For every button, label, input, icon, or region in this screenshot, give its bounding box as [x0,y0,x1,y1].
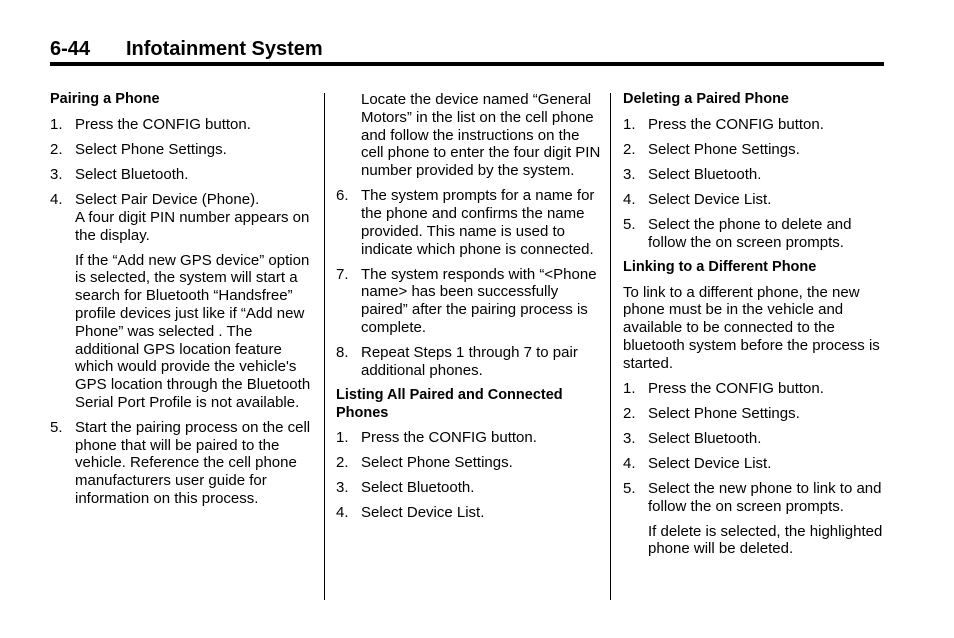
section-title: Infotainment System [126,38,323,60]
step-text: Select Bluetooth. [648,165,762,183]
step-number: 4. [623,190,636,208]
list-item [623,116,891,134]
list-item [623,216,891,252]
step-text: Select the phone to delete and follow the on screen prompts. [648,215,852,251]
step-number: 2. [336,454,349,472]
list-item [50,141,318,159]
list-item [50,166,318,184]
step-text: Repeat Steps 1 through 7 to pair additional phones. [361,343,578,379]
list-item [336,454,604,472]
step-text: Select Phone Settings. [648,140,800,158]
step-number: 6. [336,187,349,205]
step-text: Start the pairing process on the cell phone that will be paired to the vehicle. Reference the cell phone manufacturers user guide for information on this process. [75,418,311,508]
step-continuation: Locate the device named “General Motors” in the list on the cell phone and follow the instructions on the cell phone to enter the four digit PIN number provided by the system. [361,91,601,180]
step-number: 7. [336,265,349,283]
step-text: Select Bluetooth. [361,479,475,497]
list-item [336,266,604,337]
step-number: 2. [623,404,636,422]
list-item [336,429,604,447]
list-item [623,191,891,209]
step-text: Press the CONFIG button. [648,379,824,397]
step-number: 5. [50,418,63,436]
step-number: 3. [50,165,63,183]
heading-listing-phones: Listing All Paired and Connected Phones [336,386,563,421]
step-text: The system responds with “<Phone name> has been successfully paired” after the pairing process is complete. [361,265,597,336]
step-number: 5. [623,479,636,497]
list-item [336,187,604,258]
list-item [623,405,891,423]
step-number: 4. [623,454,636,472]
step-number: 1. [50,115,63,133]
heading-pairing-a-phone: Pairing a Phone [50,91,160,107]
column-divider-1 [324,93,325,600]
step-text: Select Bluetooth. [75,165,189,183]
heading-deleting-phone: Deleting a Paired Phone [623,91,789,107]
step-number: 5. [623,215,636,233]
step-text: Select Device List. [648,454,772,472]
list-item [623,480,891,516]
step-text: Press the CONFIG button. [361,429,537,447]
step-text: Press the CONFIG button. [75,115,251,133]
paragraph: To link to a different phone, the new phone must be in the vehicle and available to be connected to the bluetooth system before the process is started. [623,283,880,372]
step-number: 2. [50,140,63,158]
column-3 [623,91,891,565]
column-1 [50,91,318,515]
step-text: Select the new phone to link to and follow the on screen prompts. [648,479,882,515]
step-text: Select Phone Settings. [648,404,800,422]
heading-linking-phone: Linking to a Different Phone [623,258,817,275]
column-divider-2 [610,93,611,600]
step-subtext: A four digit PIN number appears on the display. [75,208,310,244]
step-text: Select Device List. [648,190,772,208]
step-note: If delete is selected, the highlighted phone will be deleted. [648,522,883,558]
step-number: 2. [623,140,636,158]
list-item [50,191,318,244]
list-item [50,116,318,134]
step-number: 3. [623,165,636,183]
step-number: 4. [336,504,349,522]
step-text: The system prompts for a name for the phone and confirms the name provided. This name is used to indicate which phone is connected. [361,187,595,258]
list-item [336,344,604,380]
step-number: 4. [50,190,63,208]
list-item [623,380,891,398]
list-item [623,166,891,184]
step-note: If the “Add new GPS device” option is selected, the system will start a search for Bluetooth “Handsfree” profile devices just like if “Add new Phone” was selected . The additional GPS location feature which would provide the vehicle's GPS location through the Bluetooth Serial Port Profile is not available. [75,251,311,411]
list-item [336,504,604,522]
step-text: Select Pair Device (Phone). [75,190,260,208]
list-item [623,430,891,448]
step-number: 3. [336,479,349,497]
step-text: Select Phone Settings. [361,454,513,472]
list-item [336,479,604,497]
list-item [623,455,891,473]
step-text: Select Device List. [361,504,485,522]
list-item [623,141,891,159]
page-number: 6-44 [50,38,91,60]
header-rule [50,62,884,66]
step-number: 3. [623,429,636,447]
step-number: 8. [336,343,349,361]
column-2 [336,91,604,529]
step-number: 1. [336,429,349,447]
step-number: 1. [623,379,636,397]
step-number: 1. [623,115,636,133]
step-text: Select Phone Settings. [75,140,227,158]
list-item [50,419,318,508]
step-text: Select Bluetooth. [648,429,762,447]
step-text: Press the CONFIG button. [648,115,824,133]
